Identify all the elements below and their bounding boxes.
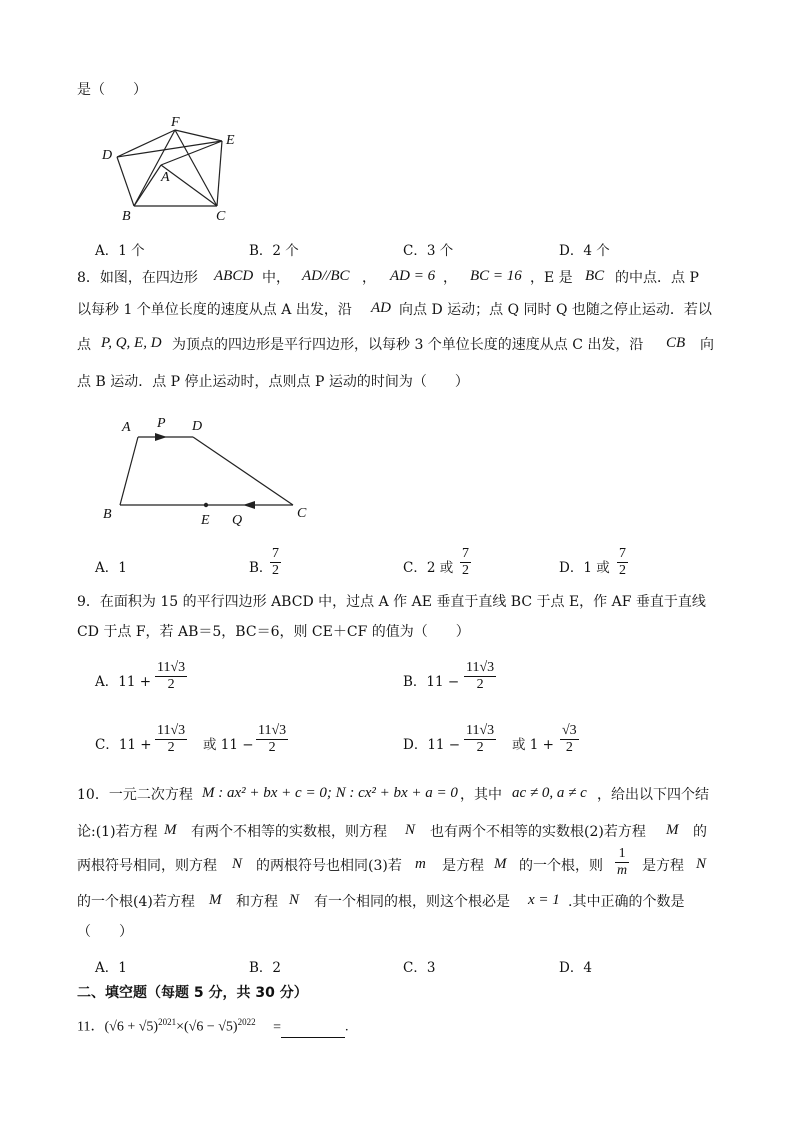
q10-text: 10．一元二次方程 [77, 787, 193, 803]
q11-term-2: (√6 − √5) [183, 1019, 238, 1035]
option-label: B．11 − [403, 674, 460, 690]
fraction-denominator: 2 [464, 676, 496, 693]
fraction-numerator: 11√3 [466, 723, 495, 738]
fig2-label-e: E [201, 513, 210, 528]
q10-text: ，其中 [460, 787, 502, 803]
q10-math: N [405, 822, 416, 838]
q10-math: N [232, 856, 243, 872]
fig2-label-b: B [103, 507, 112, 522]
q8-math: BC = 16 [470, 268, 522, 284]
fraction [560, 723, 579, 756]
q8-line-4: 点 B 运动．点 P 停止运动时，点则点 P 运动的时间为（ ） [77, 374, 469, 390]
fig2-label-c: C [297, 506, 307, 521]
q10-text: 的一个根，则 [519, 858, 603, 874]
fig1-edge [175, 130, 222, 141]
q8-text: 为顶点的四边形是平行四边形，以每秒 3 个单位长度的速度从点 C 出发，沿 [172, 337, 644, 353]
q10-text: 和方程 [236, 894, 278, 910]
q9-line-2: CD 于点 F，若 AB＝5，BC＝6，则 CE＋CF 的值为（ ） [77, 624, 470, 640]
q10-option-b[interactable]: B．2 [249, 960, 282, 976]
q10-math: M [209, 892, 222, 908]
fig1-edge [134, 130, 175, 206]
option-label: D．11 − [403, 737, 461, 753]
fraction-numerator: 7 [462, 546, 469, 561]
fraction-numerator: √3 [562, 723, 577, 738]
fraction-denominator: 2 [462, 563, 469, 578]
fraction [464, 660, 496, 693]
fig1-label-f: F [171, 115, 180, 130]
fraction [460, 546, 471, 579]
q11-line [77, 1012, 348, 1038]
fig2-label-q: Q [232, 513, 243, 528]
q10-math: m [415, 856, 426, 872]
fraction-denominator: 2 [272, 563, 279, 578]
fig1-edge [161, 141, 222, 165]
fig1-label-a: A [161, 170, 170, 185]
fraction-denominator: m [617, 863, 628, 878]
q10-math: N [289, 892, 300, 908]
fraction [155, 660, 187, 693]
fig1-label-e: E [226, 133, 235, 148]
q10-math: x = 1 [528, 892, 560, 908]
fraction-numerator: 7 [619, 546, 626, 561]
q10-text: .其中正确的个数是 [568, 894, 685, 910]
question-tail: 是（ ） [77, 82, 147, 98]
q11-answer-blank[interactable] [281, 1023, 345, 1038]
fraction [464, 723, 496, 756]
q8-text: 向 [700, 337, 714, 353]
q10-math: ac ≠ 0, a ≠ c [512, 785, 587, 801]
fraction-one-over-m [615, 846, 629, 879]
fraction-denominator: 2 [155, 739, 187, 756]
q10-math: M [494, 856, 507, 872]
option-label: C．2 或 [403, 560, 454, 576]
q10-option-d[interactable]: D．4 [559, 960, 592, 976]
fraction-numerator: 11√3 [466, 660, 495, 675]
figure-trapezoid [95, 412, 325, 532]
fraction-denominator: 2 [464, 739, 496, 756]
fig1-label-b: B [122, 209, 131, 224]
fig2-label-p: P [157, 416, 166, 431]
fraction-numerator: 11√3 [157, 723, 186, 738]
fraction [617, 546, 628, 579]
option-label: D．1 或 [559, 560, 610, 576]
q10-text: 有一个相同的根，则这个根必是 [314, 894, 510, 910]
q11-exp-1: 2021 [158, 1017, 177, 1027]
fraction-denominator: 2 [560, 739, 579, 756]
fig2-label-d: D [192, 419, 203, 434]
option-label: B． [249, 560, 273, 576]
q10-text: 有两个不相等的实数根，则方程 [191, 824, 387, 840]
q10-option-a[interactable]: A．1 [95, 960, 127, 976]
q8-text: 向点 D 运动；点 Q 同时 Q 也随之停止运动．若以 [399, 302, 712, 318]
q11-prefix: 11． [77, 1019, 105, 1035]
fraction-numerator: 11√3 [157, 660, 186, 675]
q11-end: . [344, 1019, 349, 1035]
q7-option-b[interactable]: B．2 个 [249, 243, 299, 259]
fig2-label-a: A [122, 420, 131, 435]
q11-equals: = [273, 1019, 281, 1035]
q8-math: P, Q, E, D [101, 335, 162, 351]
q10-text: 论:(1)若方程 [77, 824, 158, 840]
q10-math: M [164, 822, 177, 838]
q10-text: 是方程 [642, 858, 684, 874]
fig1-edge [134, 165, 161, 206]
fig2-arrow-p [155, 433, 167, 441]
q10-text: 两根符号相同，则方程 [77, 858, 217, 874]
q8-math: AD = 6 [390, 268, 436, 284]
q8-text: 点 [77, 337, 91, 353]
q11-exp-2: 2022 [237, 1017, 256, 1027]
fig1-edge [117, 157, 134, 206]
q10-text: 是方程 [442, 858, 484, 874]
q7-option-c[interactable]: C．3 个 [403, 243, 454, 259]
fig1-label-c: C [216, 209, 226, 224]
fraction-numerator: 11√3 [258, 723, 287, 738]
q10-text: 也有两个不相等的实数根(2)若方程 [430, 824, 646, 840]
q8-text: 中， [262, 270, 290, 286]
option-connector: 或 1 + [512, 737, 554, 753]
q8-math: AD [371, 300, 391, 316]
fig2-edge [193, 437, 293, 505]
q10-math: M [666, 822, 679, 838]
fraction-numerator: 1 [618, 846, 626, 861]
q8-option-a[interactable]: A．1 [95, 560, 127, 576]
q8-text: 8．如图，在四边形 [77, 270, 198, 286]
fraction-denominator: 2 [155, 676, 187, 693]
q10-line-5: （ ） [77, 924, 133, 940]
fig1-label-d: D [102, 148, 113, 163]
q11-times: × [176, 1019, 184, 1035]
q9-line-1: 9．在面积为 15 的平行四边形 ABCD 中，过点 A 作 AE 垂直于直线 BC 于点 E，作 AF 垂直于直线 [77, 594, 706, 610]
figure-pentagon [95, 110, 245, 225]
q8-text: ， [443, 270, 457, 286]
q8-text: ， [362, 270, 376, 286]
fig1-edge [175, 130, 217, 206]
fig1-edge [117, 141, 222, 157]
q7-option-d[interactable]: D．4 个 [559, 243, 610, 259]
fraction-denominator: 2 [256, 739, 288, 756]
option-connector: 或 11 − [203, 737, 254, 753]
q11-term-1: (√6 + √5) [104, 1019, 159, 1035]
fraction-numerator: 7 [272, 546, 279, 561]
q10-text: 的一个根(4)若方程 [77, 894, 195, 910]
fraction [155, 723, 187, 756]
q8-text: 的中点．点 P [615, 270, 699, 286]
fig2-point-e [204, 503, 208, 507]
q10-math: M : ax² + bx + c = 0; N : cx² + bx + a = 0 [202, 785, 458, 801]
fig2-edge [120, 437, 138, 505]
fig2-arrow-q [243, 501, 255, 509]
q10-text: ，给出以下四个结 [597, 787, 709, 803]
q8-math: AD//BC [302, 268, 350, 284]
fig1-edge [217, 141, 222, 206]
q10-math: N [696, 856, 707, 872]
q8-text: ，E 是 [530, 270, 573, 286]
fraction-denominator: 2 [619, 563, 626, 578]
q7-option-a[interactable]: A．1 个 [95, 243, 145, 259]
q8-math: ABCD [214, 268, 254, 284]
q10-text: 的 [693, 824, 707, 840]
q8-math: BC [585, 268, 605, 284]
option-label: C．11 + [95, 737, 152, 753]
fraction [256, 723, 288, 756]
q8-text: 以每秒 1 个单位长度的速度从点 A 出发，沿 [77, 302, 352, 318]
section-heading: 二、填空题（每题 5 分，共 30 分） [77, 985, 308, 1001]
option-label: A．11 + [95, 674, 152, 690]
fraction [270, 546, 281, 579]
q10-text: 的两根符号也相同(3)若 [256, 858, 402, 874]
q8-math: CB [666, 335, 686, 351]
q10-option-c[interactable]: C．3 [403, 960, 436, 976]
